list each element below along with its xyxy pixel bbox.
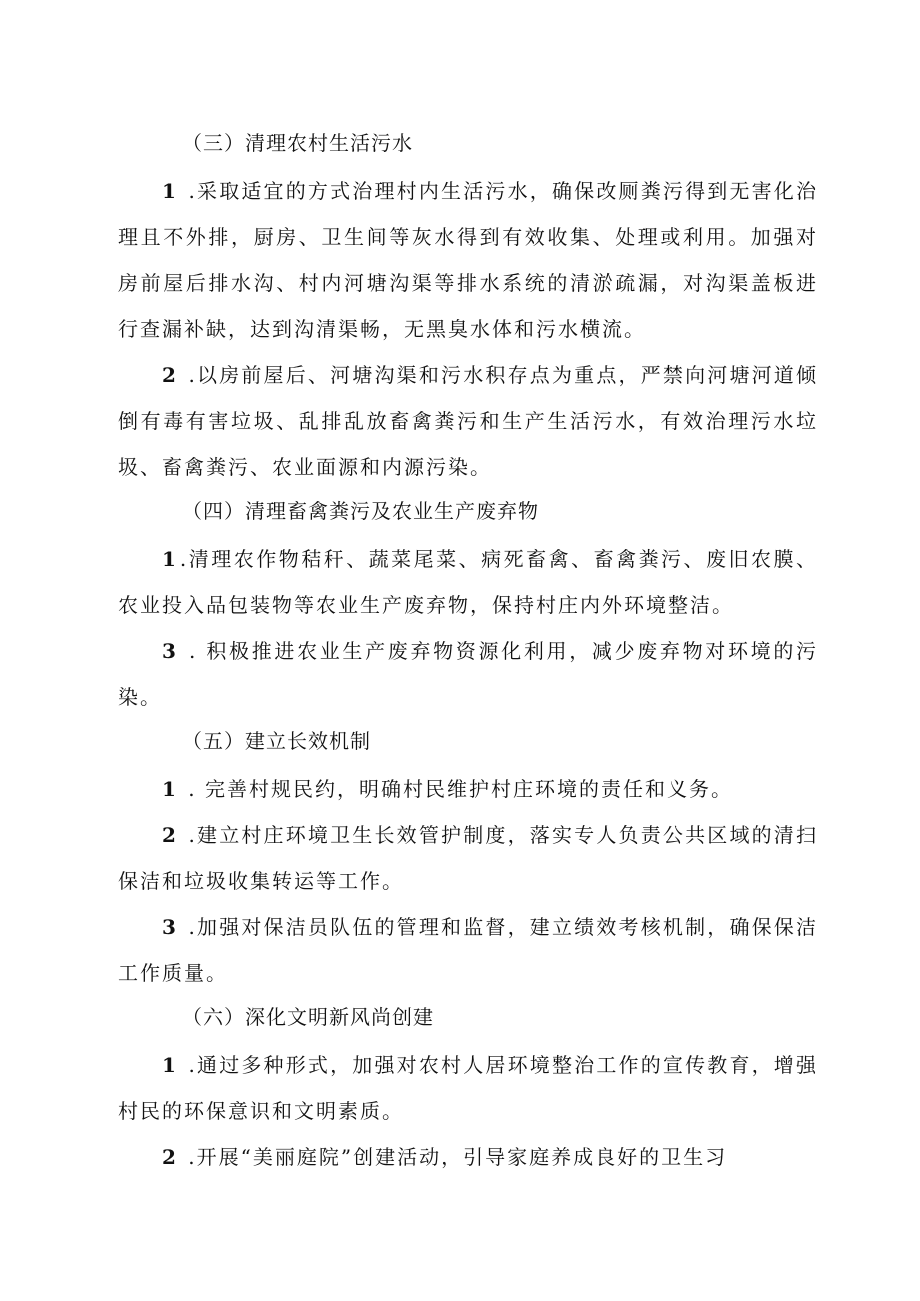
section-heading: （三）清理农村生活污水 [182, 131, 413, 155]
item-text: .采取适宜的方式治理村内生活污水，确保改厕粪污得到无害化治理且不外排，厨房、卫生间等灰水得到有效收集、处理或利用。加强对房前屋后排水沟、村内河塘沟渠等排水系统的清淤疏漏，对沟渠盖板进行查漏补缺，达到沟清渠畅，无黑臭水体和污水横流。 [118, 179, 818, 341]
document-body [118, 122, 818, 1180]
item-text: .清理农作物秸秆、蔬菜尾菜、病死畜禽、畜禽粪污、废旧农膜、农业投入品包装物等农业生产废弃物，保持村庄内外环境整洁。 [118, 547, 818, 617]
item-text: .开展“美丽庭院”创建活动，引导家庭养成良好的卫生习 [179, 1145, 728, 1169]
paragraph [118, 812, 818, 904]
item-number: 2 [162, 363, 180, 387]
item-number: 1 [162, 1053, 180, 1077]
paragraph [118, 536, 818, 628]
paragraph [118, 352, 818, 490]
item-number: 1 [162, 547, 180, 571]
paragraph [118, 628, 818, 720]
section-5 [118, 720, 818, 996]
section-heading: （五）建立长效机制 [182, 729, 371, 753]
section-heading: （六）深化文明新风尚创建 [182, 1005, 434, 1029]
item-number: 2 [162, 823, 180, 847]
item-number: 1 [162, 777, 180, 801]
item-text: .加强对保洁员队伍的管理和监督，建立绩效考核机制，确保保洁工作质量。 [118, 915, 818, 985]
item-number: 3 [162, 639, 180, 663]
item-number: 2 [162, 1145, 180, 1169]
section-3 [118, 122, 818, 490]
item-text: . 积极推进农业生产废弃物资源化利用，减少废弃物对环境的污染。 [118, 639, 818, 709]
item-text: .建立村庄环境卫生长效管护制度，落实专人负责公共区域的清扫保洁和垃圾收集转运等工作。 [118, 823, 818, 893]
item-text: .通过多种形式，加强对农村人居环境整治工作的宣传教育，增强村民的环保意识和文明素质。 [118, 1053, 818, 1123]
item-text: . 完善村规民约，明确村民维护村庄环境的责任和义务。 [179, 777, 733, 801]
item-text: .以房前屋后、河塘沟渠和污水积存点为重点，严禁向河塘河道倾倒有毒有害垃圾、乱排乱放畜禽粪污和生产生活污水，有效治理污水垃圾、畜禽粪污、农业面源和内源污染。 [118, 363, 818, 479]
section-heading: （四）清理畜禽粪污及农业生产废弃物 [182, 499, 539, 523]
paragraph [118, 766, 818, 812]
item-number: 3 [162, 915, 180, 939]
item-number: 1 [162, 179, 180, 203]
paragraph [118, 1134, 818, 1180]
paragraph [118, 904, 818, 996]
paragraph [118, 168, 818, 352]
section-4 [118, 490, 818, 720]
section-6 [118, 996, 818, 1180]
paragraph [118, 1042, 818, 1134]
